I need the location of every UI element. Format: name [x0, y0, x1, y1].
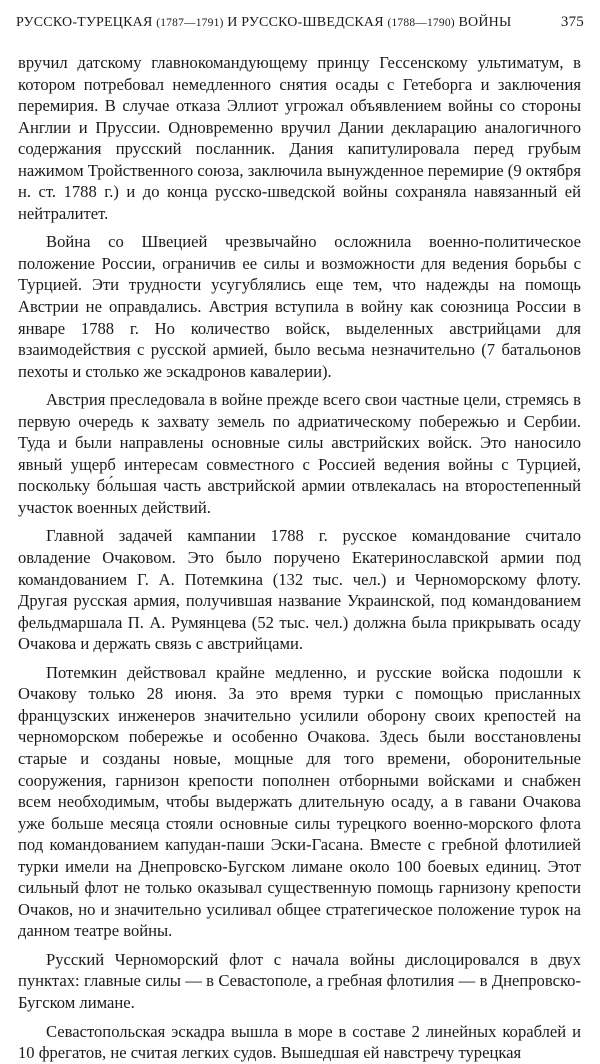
- paragraph: Русский Черноморский флот с начала войны дислоцировался в двух пунктах: главные силы — в Севастополе, а гребная флотилия — в Днепровско-Бугском лимане.: [18, 949, 581, 1012]
- running-header: [16, 14, 584, 42]
- paragraph: Главной задачей кампании 1788 г. русское командование считало овладение Очаковом. Это было поручено Екатеринославской армии под командованием Г. А. Потемкина (132 тыс. чел.) и Черноморскому флоту. Другая русская армия, получившая название Украинской, под командованием фельдмаршала П. А. Румянцева (52 тыс. чел.) должна была прикрывать осаду Очакова и держать связь с австрийцами.: [18, 526, 581, 654]
- header-years1: (1787—1791): [156, 17, 224, 29]
- paragraph: Война со Швецией чрезвычайно осложнила военно-политическое положение России, ограничив ее силы и возможности для ведения борьбы с Турцией. Эти трудности усугублялись еще тем, что надежды на помощь Австрии не оправдались. Австрия вступила в войну как союзница России в январе 1788 г. Но количество войск, выделенных австрийцами для взаимодействия с русской армией, было весьма незначительно (7 батальонов пехоты и столько же эскадронов кавалерии).: [18, 232, 581, 381]
- header-title: [16, 15, 511, 31]
- header-years2: (1788—1790): [387, 17, 455, 29]
- paragraph: вручил датскому главнокомандующему принцу Гессенскому ультиматум, в котором потребовал немедленного снятия осады с Гетеборга и заключения перемирия. В случае отказа Эллиот угрожал объявлением войны со стороны Англии и Пруссии. Одновременно вручил Дании декларацию аналогичного содержания прусский посланник. Дания капитулировала перед грубым нажимом Тройственного союза, заключила вынужденное перемирие (9 октября н. ст. 1788 г.) и до конца русско-шведской войны сохраняла навязанный ей нейтралитет.: [18, 53, 581, 223]
- paragraph: Австрия преследовала в войне прежде всего свои частные цели, стремясь в первую очередь к захвату земель по адриатическому побережью и Сербии. Туда и были направлены основные силы австрийских войск. Это наносило явный ущерб интересам совместного с Россией ведения войны с Турцией, поскольку бо́льшая часть австрийской армии отвлекалась на второстепенный участок военных действий.: [18, 390, 581, 517]
- paragraph: Севастопольская эскадра вышла в море в составе 2 линейных кораблей и 10 фрегатов, не считая легких судов. Вышедшая ей навстречу турецкая: [18, 1021, 581, 1063]
- header-title-part1: РУССКО-ТУРЕЦКАЯ: [16, 15, 153, 30]
- header-title-part2: И РУССКО-ШВЕДСКАЯ: [227, 15, 384, 30]
- body-text: [18, 52, 581, 1064]
- page-number: 375: [560, 14, 584, 30]
- header-title-part3: ВОЙНЫ: [458, 15, 512, 30]
- paragraph: Потемкин действовал крайне медленно, и русские войска подошли к Очакову только 28 июня. За это время турки с помощью присланных французских инженеров значительно усилили оборону своих крепостей на черноморском побережье и особенно Очакова. Здесь были восстановлены старые и созданы новые, мощные для того времени, оборонительные сооружения, гарнизон крепости пополнен отборными войсками и снабжен всем необходимым, чтобы выдержать длительную осаду, а в гавани Очакова уже больше месяца стояли основные силы турецкого военно-морского флота под командованием капудан-паши Эски-Гасана. Вместе с гребной флотилией турки имели на Днепровско-Бугском лимане около 100 боевых единиц. Этот сильный флот не только оказывал существенную помощь гарнизону крепости Очаков, но и значительно усиливал общее стратегическое положение турок на данном театре войны.: [18, 662, 581, 941]
